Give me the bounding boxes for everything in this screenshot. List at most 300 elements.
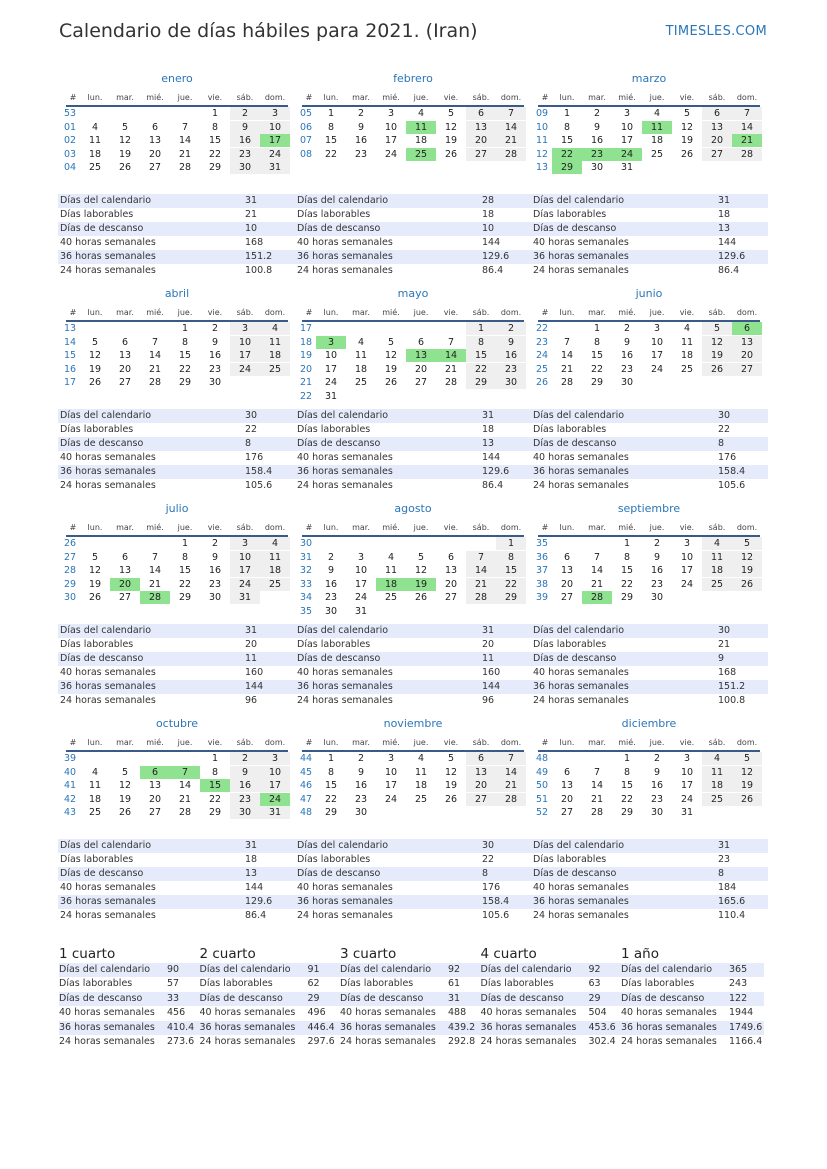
day-cell[interactable]: 8 xyxy=(593,336,601,348)
day-cell[interactable]: 28 xyxy=(560,377,574,389)
day-cell[interactable]: 14 xyxy=(590,780,604,792)
day-cell[interactable]: 13 xyxy=(406,349,436,362)
day-cell[interactable]: 19 xyxy=(702,349,732,362)
day-cell[interactable]: 24 xyxy=(384,148,398,160)
day-cell[interactable]: 3 xyxy=(653,323,661,334)
day-cell[interactable]: 6 xyxy=(563,766,571,778)
day-cell[interactable]: 21 xyxy=(732,134,762,147)
day-cell[interactable]: 29 xyxy=(208,162,222,174)
day-cell[interactable]: 20 xyxy=(702,134,732,147)
day-cell[interactable]: 23 xyxy=(324,592,338,604)
day-cell[interactable]: 6 xyxy=(417,336,425,348)
day-cell[interactable]: 18 xyxy=(702,779,732,792)
day-cell[interactable]: 8 xyxy=(181,551,189,563)
day-cell[interactable]: 18 xyxy=(260,564,290,577)
day-cell[interactable]: 13 xyxy=(702,121,732,134)
day-cell[interactable]: 29 xyxy=(496,591,526,604)
day-cell[interactable]: 1 xyxy=(327,753,335,764)
day-cell[interactable]: 15 xyxy=(590,350,604,362)
day-cell[interactable]: 17 xyxy=(680,780,694,792)
day-cell[interactable]: 16 xyxy=(230,134,260,147)
day-cell[interactable]: 22 xyxy=(324,793,338,805)
day-cell[interactable]: 18 xyxy=(260,349,290,362)
day-cell[interactable]: 3 xyxy=(683,538,691,549)
day-cell[interactable]: 18 xyxy=(376,578,406,591)
day-cell[interactable]: 8 xyxy=(623,551,631,563)
day-cell[interactable]: 30 xyxy=(324,606,338,617)
day-cell[interactable]: 13 xyxy=(560,565,574,577)
day-cell[interactable]: 19 xyxy=(406,578,436,591)
day-cell[interactable]: 6 xyxy=(466,752,496,765)
day-cell[interactable]: 16 xyxy=(496,349,526,362)
day-cell[interactable]: 24 xyxy=(260,793,290,806)
day-cell[interactable]: 20 xyxy=(466,779,496,792)
day-cell[interactable]: 24 xyxy=(384,793,398,805)
day-cell[interactable]: 29 xyxy=(620,592,634,604)
day-cell[interactable]: 16 xyxy=(620,350,634,362)
day-cell[interactable]: 26 xyxy=(702,363,732,376)
day-cell[interactable]: 18 xyxy=(88,148,102,160)
day-cell[interactable]: 5 xyxy=(702,322,732,335)
day-cell[interactable]: 25 xyxy=(702,793,732,806)
day-cell[interactable]: 24 xyxy=(354,592,368,604)
day-cell[interactable]: 6 xyxy=(466,107,496,120)
day-cell[interactable]: 22 xyxy=(178,363,192,375)
day-cell[interactable]: 22 xyxy=(552,148,582,161)
day-cell[interactable]: 8 xyxy=(623,766,631,778)
day-cell[interactable]: 22 xyxy=(178,578,192,590)
day-cell[interactable]: 27 xyxy=(414,377,428,389)
day-cell[interactable]: 16 xyxy=(230,779,260,792)
day-cell[interactable]: 4 xyxy=(260,537,290,550)
day-cell[interactable]: 31 xyxy=(324,391,338,402)
day-cell[interactable]: 22 xyxy=(324,148,338,160)
day-cell[interactable]: 19 xyxy=(118,793,132,805)
day-cell[interactable]: 15 xyxy=(466,349,496,362)
day-cell[interactable]: 16 xyxy=(324,578,338,590)
day-cell[interactable]: 7 xyxy=(593,766,601,778)
day-cell[interactable]: 7 xyxy=(181,121,189,133)
day-cell[interactable]: 19 xyxy=(680,135,694,147)
day-cell[interactable]: 5 xyxy=(387,336,395,348)
day-cell[interactable]: 9 xyxy=(357,766,365,778)
day-cell[interactable]: 7 xyxy=(732,107,762,120)
day-cell[interactable]: 19 xyxy=(444,780,458,792)
day-cell[interactable]: 27 xyxy=(118,592,132,604)
day-cell[interactable]: 25 xyxy=(702,578,732,591)
day-cell[interactable]: 1 xyxy=(623,538,631,549)
day-cell[interactable]: 2 xyxy=(653,753,661,764)
day-cell[interactable]: 14 xyxy=(560,350,574,362)
day-cell[interactable]: 8 xyxy=(327,766,335,778)
day-cell[interactable]: 2 xyxy=(211,538,219,549)
day-cell[interactable]: 13 xyxy=(466,121,496,134)
day-cell[interactable]: 1 xyxy=(327,108,335,119)
day-cell[interactable]: 3 xyxy=(260,107,290,120)
day-cell[interactable]: 27 xyxy=(560,807,574,819)
day-cell[interactable]: 25 xyxy=(680,363,694,375)
day-cell[interactable]: 26 xyxy=(444,148,458,160)
day-cell[interactable]: 5 xyxy=(417,551,425,563)
day-cell[interactable]: 24 xyxy=(324,377,338,389)
day-cell[interactable]: 2 xyxy=(230,752,260,765)
day-cell[interactable]: 23 xyxy=(208,578,222,590)
day-cell[interactable]: 7 xyxy=(151,551,159,563)
day-cell[interactable]: 6 xyxy=(121,336,129,348)
day-cell[interactable]: 24 xyxy=(612,148,642,161)
day-cell[interactable]: 29 xyxy=(590,377,604,389)
day-cell[interactable]: 21 xyxy=(178,148,192,160)
day-cell[interactable]: 31 xyxy=(680,807,694,819)
day-cell[interactable]: 2 xyxy=(593,108,601,119)
day-cell[interactable]: 2 xyxy=(211,323,219,334)
day-cell[interactable]: 13 xyxy=(732,336,762,349)
day-cell[interactable]: 31 xyxy=(230,591,260,604)
day-cell[interactable]: 26 xyxy=(732,578,762,591)
day-cell[interactable]: 8 xyxy=(466,336,496,349)
day-cell[interactable]: 9 xyxy=(653,766,661,778)
day-cell[interactable]: 5 xyxy=(683,108,691,119)
day-cell[interactable]: 15 xyxy=(560,135,574,147)
day-cell[interactable]: 10 xyxy=(230,551,260,564)
day-cell[interactable]: 20 xyxy=(560,793,574,805)
day-cell[interactable]: 8 xyxy=(181,336,189,348)
day-cell[interactable]: 20 xyxy=(560,578,574,590)
day-cell[interactable]: 9 xyxy=(496,336,526,349)
day-cell[interactable]: 3 xyxy=(230,537,260,550)
day-cell[interactable]: 3 xyxy=(260,752,290,765)
day-cell[interactable]: 7 xyxy=(466,551,496,564)
day-cell[interactable]: 6 xyxy=(151,121,159,133)
day-cell[interactable]: 17 xyxy=(230,349,260,362)
day-cell[interactable]: 15 xyxy=(178,350,192,362)
day-cell[interactable]: 12 xyxy=(384,350,398,362)
day-cell[interactable]: 3 xyxy=(623,108,631,119)
day-cell[interactable]: 1 xyxy=(623,753,631,764)
day-cell[interactable]: 25 xyxy=(260,363,290,376)
day-cell[interactable]: 15 xyxy=(324,780,338,792)
day-cell[interactable]: 5 xyxy=(732,752,762,765)
day-cell[interactable]: 9 xyxy=(230,766,260,779)
day-cell[interactable]: 13 xyxy=(118,350,132,362)
day-cell[interactable]: 31 xyxy=(354,606,368,617)
day-cell[interactable]: 26 xyxy=(414,592,428,604)
day-cell[interactable]: 25 xyxy=(88,162,102,174)
day-cell[interactable]: 17 xyxy=(384,135,398,147)
day-cell[interactable]: 28 xyxy=(496,793,526,806)
day-cell[interactable]: 1 xyxy=(211,108,219,119)
day-cell[interactable]: 17 xyxy=(230,564,260,577)
day-cell[interactable]: 30 xyxy=(208,592,222,604)
day-cell[interactable]: 21 xyxy=(590,793,604,805)
day-cell[interactable]: 18 xyxy=(650,135,664,147)
day-cell[interactable]: 29 xyxy=(552,161,582,174)
day-cell[interactable]: 24 xyxy=(230,363,260,376)
day-cell[interactable]: 28 xyxy=(590,807,604,819)
day-cell[interactable]: 15 xyxy=(620,780,634,792)
day-cell[interactable]: 18 xyxy=(702,564,732,577)
day-cell[interactable]: 24 xyxy=(650,363,664,375)
day-cell[interactable]: 13 xyxy=(148,780,162,792)
day-cell[interactable]: 23 xyxy=(230,793,260,806)
day-cell[interactable]: 28 xyxy=(466,591,496,604)
day-cell[interactable]: 10 xyxy=(324,350,338,362)
day-cell[interactable]: 10 xyxy=(680,551,694,563)
day-cell[interactable]: 23 xyxy=(354,793,368,805)
day-cell[interactable]: 19 xyxy=(88,578,102,590)
day-cell[interactable]: 18 xyxy=(354,363,368,375)
day-cell[interactable]: 12 xyxy=(732,766,762,779)
day-cell[interactable]: 1 xyxy=(211,753,219,764)
day-cell[interactable]: 8 xyxy=(563,121,571,133)
day-cell[interactable]: 30 xyxy=(496,376,526,389)
day-cell[interactable]: 13 xyxy=(560,780,574,792)
day-cell[interactable]: 21 xyxy=(496,134,526,147)
day-cell[interactable]: 26 xyxy=(444,793,458,805)
day-cell[interactable]: 4 xyxy=(417,753,425,764)
day-cell[interactable]: 16 xyxy=(354,135,368,147)
day-cell[interactable]: 14 xyxy=(148,565,162,577)
day-cell[interactable]: 14 xyxy=(496,766,526,779)
day-cell[interactable]: 9 xyxy=(211,551,219,563)
day-cell[interactable]: 31 xyxy=(620,162,634,174)
day-cell[interactable]: 27 xyxy=(148,807,162,819)
day-cell[interactable]: 17 xyxy=(260,134,290,147)
day-cell[interactable]: 17 xyxy=(384,780,398,792)
day-cell[interactable]: 17 xyxy=(620,135,634,147)
day-cell[interactable]: 19 xyxy=(732,779,762,792)
day-cell[interactable]: 8 xyxy=(327,121,335,133)
day-cell[interactable]: 14 xyxy=(466,564,496,577)
day-cell[interactable]: 12 xyxy=(680,121,694,133)
day-cell[interactable]: 20 xyxy=(148,793,162,805)
day-cell[interactable]: 21 xyxy=(560,363,574,375)
day-cell[interactable]: 3 xyxy=(316,336,346,349)
day-cell[interactable]: 21 xyxy=(148,363,162,375)
day-cell[interactable]: 27 xyxy=(148,162,162,174)
day-cell[interactable]: 3 xyxy=(357,551,365,563)
day-cell[interactable]: 6 xyxy=(140,766,170,779)
day-cell[interactable]: 11 xyxy=(406,121,436,134)
day-cell[interactable]: 18 xyxy=(88,793,102,805)
day-cell[interactable]: 7 xyxy=(593,551,601,563)
day-cell[interactable]: 4 xyxy=(91,766,99,778)
day-cell[interactable]: 20 xyxy=(118,363,132,375)
day-cell[interactable]: 2 xyxy=(496,322,526,335)
day-cell[interactable]: 11 xyxy=(680,336,694,348)
day-cell[interactable]: 14 xyxy=(178,780,192,792)
day-cell[interactable]: 12 xyxy=(702,336,732,349)
day-cell[interactable]: 29 xyxy=(178,377,192,389)
day-cell[interactable]: 30 xyxy=(230,161,260,174)
day-cell[interactable]: 11 xyxy=(702,766,732,779)
day-cell[interactable]: 27 xyxy=(466,793,496,806)
day-cell[interactable]: 3 xyxy=(387,108,395,119)
day-cell[interactable]: 17 xyxy=(260,779,290,792)
day-cell[interactable]: 23 xyxy=(582,148,612,161)
day-cell[interactable]: 7 xyxy=(151,336,159,348)
day-cell[interactable]: 5 xyxy=(732,537,762,550)
day-cell[interactable]: 21 xyxy=(466,578,496,591)
day-cell[interactable]: 20 xyxy=(732,349,762,362)
day-cell[interactable]: 10 xyxy=(354,565,368,577)
day-cell[interactable]: 29 xyxy=(178,592,192,604)
day-cell[interactable]: 8 xyxy=(496,551,526,564)
day-cell[interactable]: 28 xyxy=(496,148,526,161)
day-cell[interactable]: 19 xyxy=(88,363,102,375)
day-cell[interactable]: 20 xyxy=(110,578,140,591)
day-cell[interactable]: 10 xyxy=(384,121,398,133)
day-cell[interactable]: 11 xyxy=(260,551,290,564)
day-cell[interactable]: 19 xyxy=(118,148,132,160)
day-cell[interactable]: 17 xyxy=(324,363,338,375)
day-cell[interactable]: 12 xyxy=(118,135,132,147)
day-cell[interactable]: 24 xyxy=(230,578,260,591)
day-cell[interactable]: 5 xyxy=(91,551,99,563)
day-cell[interactable]: 14 xyxy=(148,350,162,362)
day-cell[interactable]: 29 xyxy=(208,807,222,819)
day-cell[interactable]: 10 xyxy=(680,766,694,778)
day-cell[interactable]: 2 xyxy=(327,551,335,563)
day-cell[interactable]: 23 xyxy=(620,363,634,375)
day-cell[interactable]: 29 xyxy=(466,376,496,389)
day-cell[interactable]: 28 xyxy=(140,591,170,604)
day-cell[interactable]: 4 xyxy=(702,752,732,765)
day-cell[interactable]: 16 xyxy=(590,135,604,147)
day-cell[interactable]: 23 xyxy=(650,578,664,590)
day-cell[interactable]: 4 xyxy=(653,108,661,119)
day-cell[interactable]: 4 xyxy=(260,322,290,335)
day-cell[interactable]: 7 xyxy=(447,336,455,348)
day-cell[interactable]: 30 xyxy=(590,162,604,174)
day-cell[interactable]: 27 xyxy=(118,377,132,389)
day-cell[interactable]: 1 xyxy=(593,323,601,334)
day-cell[interactable]: 13 xyxy=(148,135,162,147)
day-cell[interactable]: 22 xyxy=(208,148,222,160)
day-cell[interactable]: 19 xyxy=(444,135,458,147)
day-cell[interactable]: 30 xyxy=(208,377,222,389)
day-cell[interactable]: 14 xyxy=(436,349,466,362)
day-cell[interactable]: 26 xyxy=(118,162,132,174)
day-cell[interactable]: 6 xyxy=(732,322,762,335)
day-cell[interactable]: 26 xyxy=(680,148,694,160)
day-cell[interactable]: 9 xyxy=(211,336,219,348)
day-cell[interactable]: 22 xyxy=(496,578,526,591)
day-cell[interactable]: 31 xyxy=(260,161,290,174)
day-cell[interactable]: 3 xyxy=(387,753,395,764)
day-cell[interactable]: 25 xyxy=(354,377,368,389)
day-cell[interactable]: 13 xyxy=(466,766,496,779)
day-cell[interactable]: 11 xyxy=(260,336,290,349)
day-cell[interactable]: 26 xyxy=(732,793,762,806)
day-cell[interactable]: 1 xyxy=(466,322,496,335)
day-cell[interactable]: 20 xyxy=(148,148,162,160)
day-cell[interactable]: 12 xyxy=(88,565,102,577)
day-cell[interactable]: 21 xyxy=(178,793,192,805)
day-cell[interactable]: 25 xyxy=(414,793,428,805)
day-cell[interactable]: 7 xyxy=(496,107,526,120)
day-cell[interactable]: 16 xyxy=(650,780,664,792)
day-cell[interactable]: 13 xyxy=(444,565,458,577)
day-cell[interactable]: 22 xyxy=(620,578,634,590)
day-cell[interactable]: 24 xyxy=(680,793,694,805)
day-cell[interactable]: 24 xyxy=(680,578,694,590)
day-cell[interactable]: 5 xyxy=(447,753,455,764)
day-cell[interactable]: 29 xyxy=(620,807,634,819)
day-cell[interactable]: 21 xyxy=(496,779,526,792)
day-cell[interactable]: 16 xyxy=(208,350,222,362)
day-cell[interactable]: 25 xyxy=(406,148,436,161)
day-cell[interactable]: 22 xyxy=(466,363,496,376)
day-cell[interactable]: 22 xyxy=(590,363,604,375)
day-cell[interactable]: 5 xyxy=(91,336,99,348)
day-cell[interactable]: 20 xyxy=(414,363,428,375)
day-cell[interactable]: 25 xyxy=(88,807,102,819)
day-cell[interactable]: 3 xyxy=(230,322,260,335)
day-cell[interactable]: 19 xyxy=(732,564,762,577)
day-cell[interactable]: 18 xyxy=(414,135,428,147)
day-cell[interactable]: 6 xyxy=(121,551,129,563)
day-cell[interactable]: 21 xyxy=(444,363,458,375)
day-cell[interactable]: 15 xyxy=(324,135,338,147)
day-cell[interactable]: 6 xyxy=(702,107,732,120)
day-cell[interactable]: 20 xyxy=(466,134,496,147)
brand-logo[interactable]: TIMESLES.COM xyxy=(665,24,767,39)
day-cell[interactable]: 11 xyxy=(88,135,102,147)
day-cell[interactable]: 27 xyxy=(702,148,732,161)
day-cell[interactable]: 7 xyxy=(563,336,571,348)
day-cell[interactable]: 21 xyxy=(590,578,604,590)
day-cell[interactable]: 25 xyxy=(260,578,290,591)
day-cell[interactable]: 10 xyxy=(260,121,290,134)
day-cell[interactable]: 10 xyxy=(384,766,398,778)
day-cell[interactable]: 4 xyxy=(387,551,395,563)
day-cell[interactable]: 12 xyxy=(444,121,458,133)
day-cell[interactable]: 9 xyxy=(623,336,631,348)
day-cell[interactable]: 4 xyxy=(417,108,425,119)
day-cell[interactable]: 23 xyxy=(230,148,260,161)
day-cell[interactable]: 14 xyxy=(732,121,762,134)
day-cell[interactable]: 12 xyxy=(118,780,132,792)
day-cell[interactable]: 14 xyxy=(590,565,604,577)
day-cell[interactable]: 30 xyxy=(650,807,664,819)
day-cell[interactable]: 4 xyxy=(683,323,691,334)
day-cell[interactable]: 28 xyxy=(444,377,458,389)
day-cell[interactable]: 15 xyxy=(620,565,634,577)
day-cell[interactable]: 3 xyxy=(683,753,691,764)
day-cell[interactable]: 13 xyxy=(118,565,132,577)
day-cell[interactable]: 2 xyxy=(653,538,661,549)
day-cell[interactable]: 17 xyxy=(650,350,664,362)
day-cell[interactable]: 30 xyxy=(354,807,368,819)
day-cell[interactable]: 10 xyxy=(260,766,290,779)
day-cell[interactable]: 5 xyxy=(121,766,129,778)
day-cell[interactable]: 27 xyxy=(466,148,496,161)
day-cell[interactable]: 31 xyxy=(260,806,290,819)
day-cell[interactable]: 14 xyxy=(178,135,192,147)
day-cell[interactable]: 2 xyxy=(623,323,631,334)
day-cell[interactable]: 23 xyxy=(496,363,526,376)
day-cell[interactable]: 10 xyxy=(650,336,664,348)
day-cell[interactable]: 2 xyxy=(357,753,365,764)
day-cell[interactable]: 4 xyxy=(357,336,365,348)
day-cell[interactable]: 4 xyxy=(91,121,99,133)
day-cell[interactable]: 9 xyxy=(593,121,601,133)
day-cell[interactable]: 8 xyxy=(211,766,219,778)
day-cell[interactable]: 9 xyxy=(357,121,365,133)
day-cell[interactable]: 28 xyxy=(178,162,192,174)
day-cell[interactable]: 30 xyxy=(620,377,634,389)
